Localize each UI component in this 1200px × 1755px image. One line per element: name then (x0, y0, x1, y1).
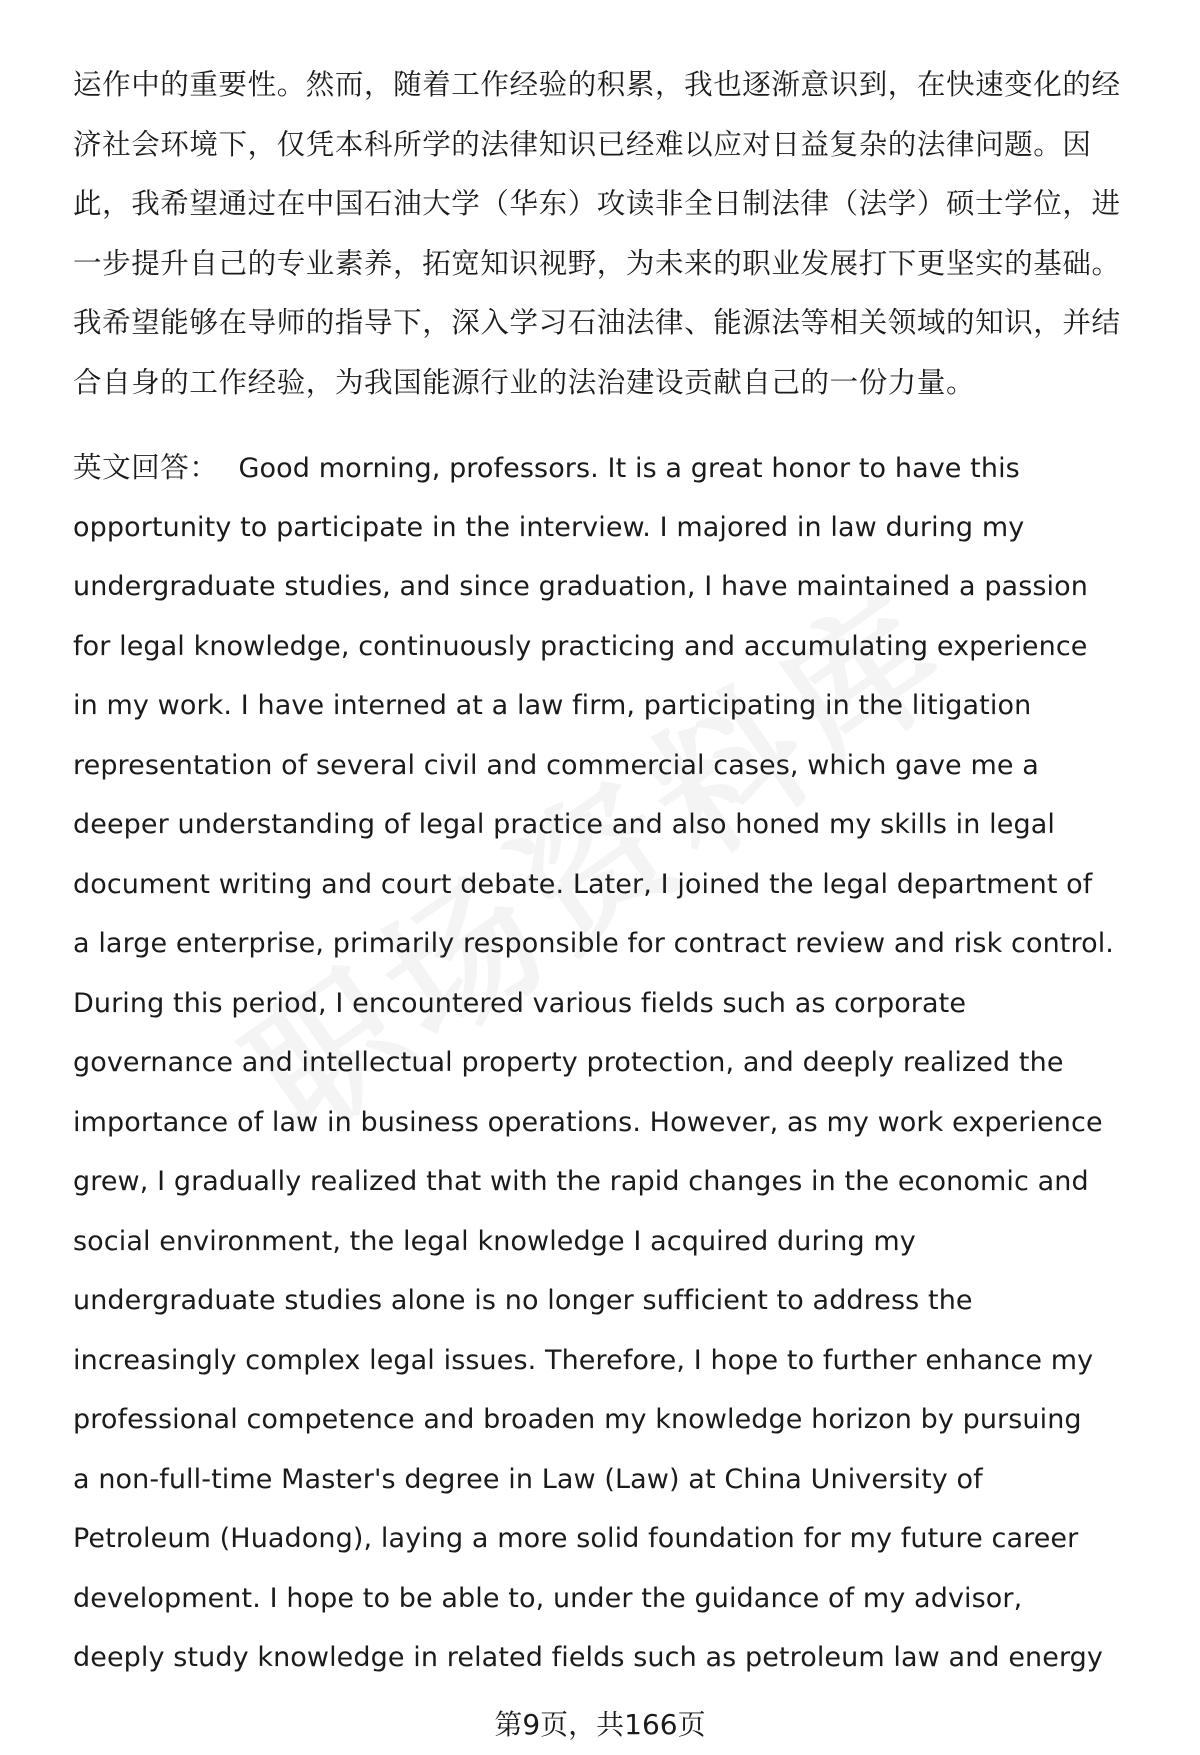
text-line: Petroleum (Huadong), laying a more solid foundation for my future career (73, 1523, 1079, 1554)
text-line: a non-full-time Master's degree in Law (Law) at China University of (73, 1463, 983, 1495)
text-line: opportunity to participate in the interview. I majored in law during my (73, 511, 1025, 543)
text-line: a large enterprise, primarily responsible for contract review and risk control. (73, 928, 1114, 959)
text-line: 我希望能够在导师的指导下，深入学习石油法律、能源法等相关领域的知识，并结 (73, 306, 1121, 339)
text-line: social environment, the legal knowledge I acquired during my (73, 1225, 916, 1257)
text-line: During this period, I encountered various fields such as corporate (73, 987, 967, 1019)
text-line: deeper understanding of legal practice and also honed my skills in legal (73, 809, 1055, 840)
text-line: 合自身的工作经验，为我国能源行业的法治建设贡献自己的一份力量。 (73, 365, 976, 399)
text-line-first (73, 438, 1163, 498)
text-line: 运作中的重要性。然而，随着工作经验的积累，我也逐渐意识到，在快速变化的经 (73, 68, 1121, 101)
text-line: for legal knowledge, continuously practicing and accumulating experience (73, 630, 1088, 662)
chinese-paragraph (73, 55, 1153, 412)
english-answer-paragraph (73, 438, 1163, 1688)
text-line: representation of several civil and commercial cases, which gave me a (73, 749, 1039, 781)
english-answer-label: 英文回答： (73, 451, 219, 484)
text-line: undergraduate studies, and since graduation, I have maintained a passion (73, 571, 1088, 602)
text-line: grew, I gradually realized that with the rapid changes in the economic and (73, 1166, 1089, 1197)
page-number-footer: 第9页，共166页 (494, 1708, 706, 1741)
text-line: undergraduate studies alone is no longer sufficient to address the (73, 1285, 973, 1316)
text-line: professional competence and broaden my knowledge horizon by pursuing (73, 1404, 1082, 1435)
text-line: development. I hope to be able to, under the guidance of my advisor, (73, 1582, 1023, 1614)
text-line: deeply study knowledge in related fields such as petroleum law and energy (73, 1642, 1104, 1673)
text-line: importance of law in business operations. However, as my work experience (73, 1106, 1103, 1138)
text-line: 一步提升自己的专业素养，拓宽知识视野，为未来的职业发展打下更坚实的基础。 (73, 246, 1121, 280)
text-line-content: Good morning, professors. It is a great honor to have this (238, 453, 1020, 484)
text-line: governance and intellectual property protection, and deeply realized the (73, 1047, 1064, 1078)
text-line: in my work. I have interned at a law firm, participating in the litigation (73, 690, 1032, 721)
text-line: document writing and court debate. Later, I joined the legal department of (73, 868, 1093, 900)
text-line: 济社会环境下，仅凭本科所学的法律知识已经难以应对日益复杂的法律问题。因 (73, 127, 1092, 161)
text-line: 此，我希望通过在中国石油大学（华东）攻读非全日制法律（法学）硕士学位，进 (73, 187, 1121, 220)
text-line: increasingly complex legal issues. Therefore, I hope to further enhance my (73, 1344, 1094, 1376)
